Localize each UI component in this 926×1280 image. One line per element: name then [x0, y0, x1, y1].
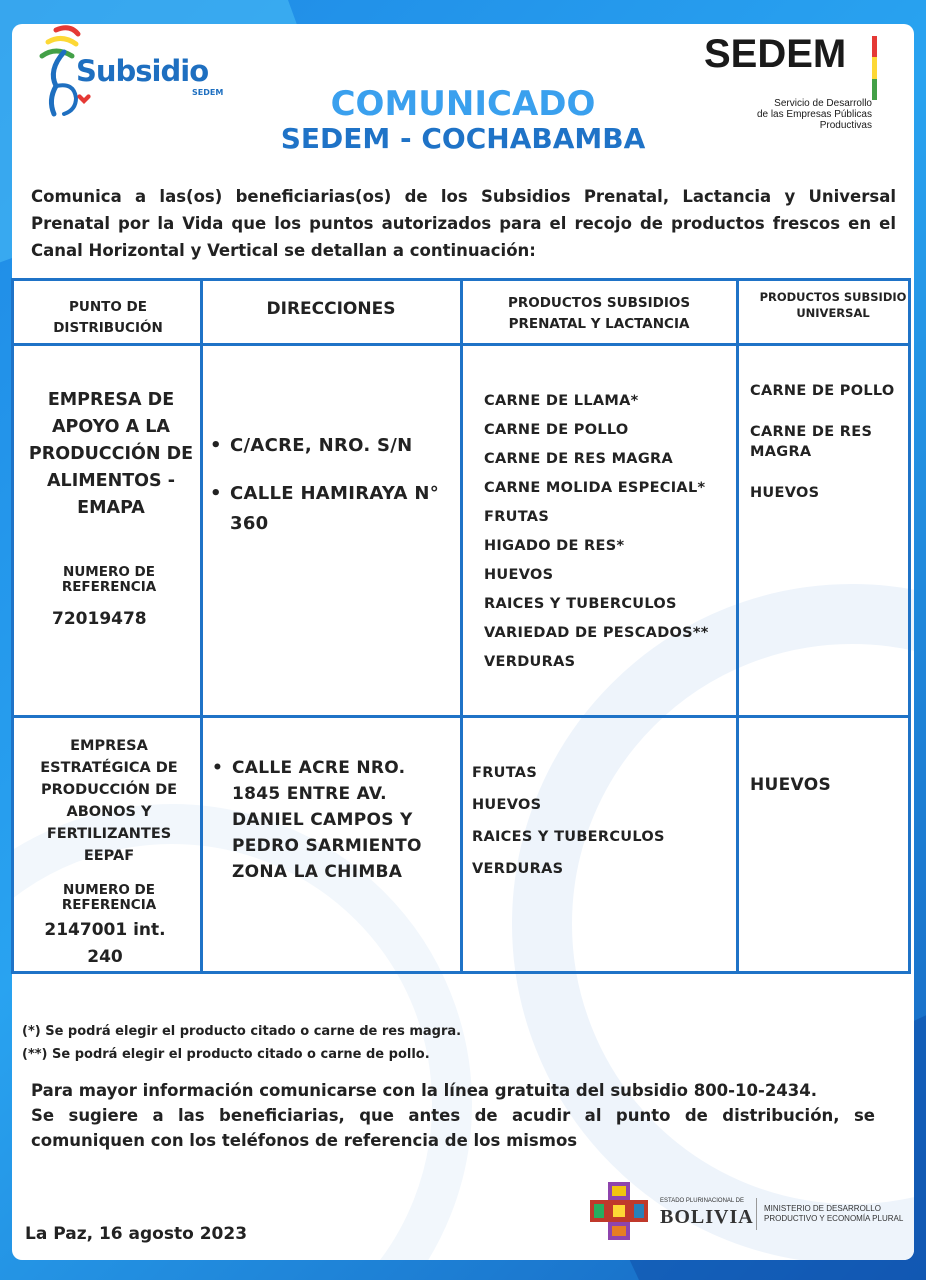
estado-text: ESTADO PLURINACIONAL DE: [660, 1198, 745, 1204]
chakana-emblem-icon: [590, 1182, 648, 1240]
row2-ref-label: NUMERO DE REFERENCIA: [61, 882, 157, 913]
product-item: CARNE MOLIDA ESPECIAL*: [484, 480, 706, 496]
subsidio-logo-text: Subsidio: [76, 54, 209, 88]
sedem-logo-line: Servicio de Desarrollo: [774, 98, 872, 109]
product-item: CARNE DE RES MAGRA: [484, 451, 674, 467]
sedem-logo-line: de las Empresas Públicas: [756, 109, 872, 120]
product-item: FRUTAS: [472, 765, 538, 781]
row2-universal-list: [750, 773, 900, 797]
table-divider: [200, 281, 203, 971]
row2-addresses: [212, 755, 444, 885]
product-item: HUEVOS: [750, 775, 831, 795]
info-paragraph: [31, 1078, 875, 1153]
table-divider: [14, 715, 908, 718]
product-item: FRUTAS: [484, 509, 550, 525]
product-item: RAICES Y TUBERCULOS: [472, 829, 665, 845]
row1-ref-label: NUMERO DE REFERENCIA: [61, 564, 157, 595]
logo-separator: [756, 1198, 757, 1230]
address-item: • CALLE ACRE NRO. 1845 ENTRE AV. DANIEL CAMPOS Y PEDRO SARMIENTO ZONA LA CHIMBA: [212, 755, 444, 885]
table-divider: [736, 281, 739, 971]
ministry-line: PRODUCTIVO Y ECONOMÍA PLURAL: [764, 1214, 904, 1223]
product-item: VERDURAS: [484, 654, 576, 670]
row1-universal-list: [750, 381, 900, 503]
product-item: CARNE DE RES MAGRA: [750, 424, 873, 460]
header-prenatal: PRODUCTOS SUBSIDIOS PRENATAL Y LACTANCIA: [507, 295, 691, 332]
footnotes: [22, 1020, 461, 1066]
row2-name: EMPRESA ESTRATÉGICA DE PRODUCCIÓN DE ABONOS Y FERTILIZANTES EEPAF: [40, 738, 178, 864]
info-line: Se sugiere a las beneficiarias, que antes de acudir al punto de distribución, se comuniquen con los teléfonos de referencia de los mismos: [31, 1106, 875, 1150]
header-punto: PUNTO DE DISTRIBUCIÓN: [53, 299, 163, 336]
table-divider: [14, 343, 908, 346]
product-item: HUEVOS: [484, 567, 554, 583]
sedem-logo-line: Productivas: [819, 120, 872, 131]
product-item: HIGADO DE RES*: [484, 538, 625, 554]
address-item: • CALLE HAMIRAYA N° 360: [210, 479, 450, 539]
sedem-logo-text: SEDEM: [704, 32, 847, 76]
intro-paragraph: Comunica a las(os) beneficiarias(os) de los Subsidios Prenatal, Lactancia y Universal Prenatal por la Vida que los puntos autorizados para el recojo de productos frescos en el Canal Horizontal y Vertical se detallan a continuación:: [31, 187, 896, 260]
subsidio-logo-sub: SEDEM: [192, 88, 224, 97]
bolivia-text: BOLIVIA: [660, 1206, 754, 1228]
row1-addresses: [210, 431, 450, 539]
issue-date: La Paz, 16 agosto 2023: [25, 1224, 248, 1244]
product-item: CARNE DE POLLO: [484, 422, 629, 438]
row1-name: EMPRESA DE APOYO A LA PRODUCCIÓN DE ALIMENTOS - EMAPA: [28, 390, 194, 518]
product-item: HUEVOS: [472, 797, 542, 813]
row2-ref-number: 2147001 int. 240: [44, 920, 166, 967]
bolivia-ministry-logo: [590, 1180, 910, 1244]
product-item: VARIEDAD DE PESCADOS**: [484, 625, 709, 641]
product-item: CARNE DE LLAMA*: [484, 393, 639, 409]
footnote: (*) Se podrá elegir el producto citado o carne de res magra.: [22, 1024, 462, 1039]
header-direcciones: DIRECCIONES: [266, 299, 396, 319]
distribution-table: [11, 278, 911, 974]
product-item: RAICES Y TUBERCULOS: [484, 596, 677, 612]
ministry-text: [764, 1204, 903, 1224]
product-item: VERDURAS: [472, 861, 564, 877]
product-item: CARNE DE POLLO: [750, 383, 895, 399]
row1-prenatal-list: [484, 387, 734, 677]
header-universal: PRODUCTOS SUBSIDIO UNIVERSAL: [759, 290, 907, 320]
page-subtitle: SEDEM - COCHABAMBA: [280, 122, 646, 155]
ministry-line: MINISTERIO DE DESARROLLO: [764, 1204, 881, 1213]
table-divider: [460, 281, 463, 971]
footnote: (**) Se podrá elegir el producto citado o carne de pollo.: [22, 1047, 430, 1062]
page-title: COMUNICADO: [330, 84, 596, 124]
row1-ref-number: 72019478: [52, 609, 147, 629]
product-item: HUEVOS: [750, 485, 820, 501]
address-item: • C/ACRE, NRO. S/N: [210, 431, 450, 461]
row2-prenatal-list: [472, 757, 722, 885]
info-line: Para mayor información comunicarse con la línea gratuita del subsidio 800-10-2434.: [31, 1081, 818, 1100]
